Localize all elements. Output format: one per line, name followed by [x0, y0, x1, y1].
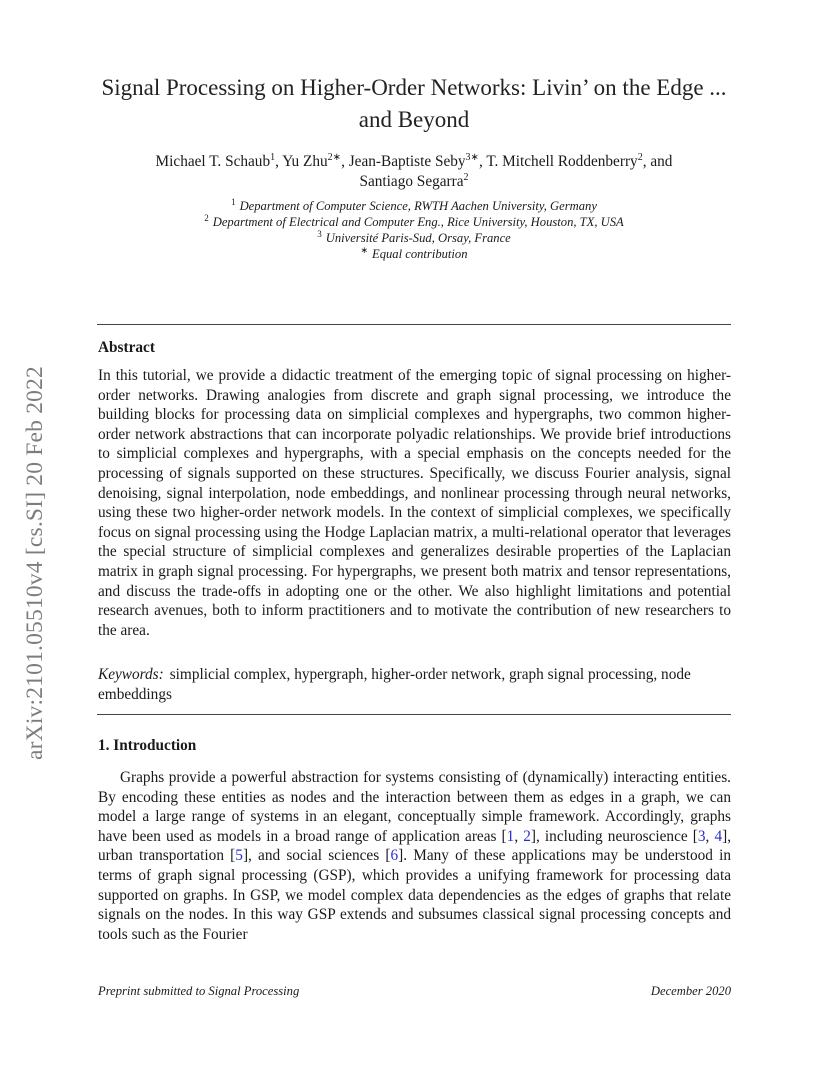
author-name: Jean-Baptiste Seby — [348, 153, 466, 170]
affiliation-item — [96, 214, 732, 230]
affiliation-item — [96, 246, 732, 262]
author-affiliation-mark: 3∗ — [465, 151, 479, 163]
author-list — [96, 152, 732, 192]
intro-text: ], urban transportation [ — [98, 827, 732, 865]
affiliation-text: Department of Electrical and Computer Eng., Rice University, Houston, TX, USA — [212, 215, 624, 229]
intro-text: ], including neuroscience [ — [530, 827, 698, 845]
affiliation-mark: 3 — [317, 228, 322, 239]
affiliation-text: Université Paris-Sud, Orsay, France — [325, 231, 511, 245]
author-name: T. Mitchell Roddenberry — [486, 153, 638, 170]
affiliation-text: Equal contribution — [372, 247, 468, 261]
citation-link[interactable]: 3 — [697, 827, 706, 845]
citation-link[interactable]: 2 — [523, 827, 531, 845]
author-separator: , — [275, 153, 283, 170]
keywords — [98, 665, 731, 704]
author-name: Yu Zhu — [282, 153, 328, 170]
intro-text: , — [514, 827, 524, 845]
citation-link[interactable]: 4 — [714, 827, 723, 845]
author-affiliation-mark: 2 — [463, 171, 469, 183]
top-rule — [97, 324, 731, 325]
intro-text: Graphs provide a powerful abstraction for systems consisting of (dynamically) interacting entities. By encoding these entities as nodes and the interaction between them as edges in a graph, we can model a large range of systems in an elegant, conceptually simple framework. Accordingly, graphs have been used as models in a broad range of application areas [ — [98, 769, 731, 845]
paper-title — [80, 72, 748, 136]
affiliation-item — [96, 198, 732, 214]
abstract-body: In this tutorial, we provide a didactic treatment of the emerging topic of signal processing on higher-order networks. Drawing analogies from discrete and graph signal processing, we introduce the building blocks for processing data on simplicial complexes and hypergraphs, two common higher-order network abstractions that can incorporate polyadic relationships. We provide brief introductions to simplicial complexes and hypergraphs, with a special emphasis on the concepts needed for the processing of signals supported on these structures. Specifically, we discuss Fourier analysis, signal denoising, signal interpolation, node embeddings, and nonlinear processing through neural networks, using these two higher-order network models. In the context of simplicial complexes, we specifically focus on signal processing using the Hodge Laplacian matrix, a multi-relational operator that leverages the special structure of simplicial complexes and generalizes desirable properties of the Laplacian matrix in graph signal processing. For hypergraphs, we present both matrix and tensor representations, and discuss the trade-offs in adopting one or the other. We also highlight limitations and potential research avenues, both to inform practitioners and to motivate the contribution of new researchers to the area. — [98, 367, 731, 639]
citation-link[interactable]: 5 — [235, 847, 243, 865]
author-affiliation-mark: 2∗ — [327, 151, 342, 163]
author-name: Santiago Segarra — [359, 173, 464, 190]
citation-link[interactable]: 6 — [390, 847, 399, 865]
author-separator: , — [478, 153, 487, 170]
author-and: , and — [642, 153, 673, 170]
footer-preprint-note: Preprint submitted to Signal Processing — [98, 984, 300, 998]
affiliation-mark: 2 — [204, 212, 209, 223]
author-affiliation-mark: 1 — [270, 151, 276, 163]
citation-link[interactable]: 1 — [506, 827, 515, 845]
affiliation-text: Department of Computer Science, RWTH Aachen University, Germany — [239, 199, 597, 213]
affiliation-item — [96, 230, 732, 246]
abstract-heading: Abstract — [98, 339, 155, 356]
title-line-2: and Beyond — [358, 107, 470, 132]
author-separator: , — [341, 153, 349, 170]
section-heading-introduction: 1. Introduction — [98, 737, 197, 754]
affiliation-list — [96, 198, 732, 262]
author-affiliation-mark: 2 — [637, 151, 643, 163]
intro-text: ], and social sciences [ — [242, 847, 391, 865]
footer-date: December 2020 — [650, 984, 731, 998]
intro-text: , — [705, 827, 715, 845]
intro-text: ]. Many of these applications may be understood in terms of graph signal processing (GSP), which provides a unifying framework for processing data supported on graphs. In GSP, we model complex data dependencies as the edges of graphs that relate signals on the nodes. In this way GSP extends and subsumes classical signal processing concepts and tools such as the Fourier — [98, 847, 731, 943]
introduction-paragraph — [98, 768, 731, 944]
affiliation-mark: 1 — [231, 196, 236, 207]
keywords-text: simplicial complex, hypergraph, higher-order network, graph signal processing, node embeddings — [98, 666, 691, 703]
title-line-1: Signal Processing on Higher-Order Networks: Livin’ on the Edge ... — [101, 75, 727, 100]
affiliation-mark: ∗ — [360, 244, 369, 255]
arxiv-side-stamp: arXiv:2101.05510v4 [cs.SI] 20 Feb 2022 — [22, 365, 48, 760]
author-name: Michael T. Schaub — [155, 153, 271, 170]
bottom-rule — [97, 714, 731, 715]
keywords-label: Keywords: — [98, 666, 164, 683]
